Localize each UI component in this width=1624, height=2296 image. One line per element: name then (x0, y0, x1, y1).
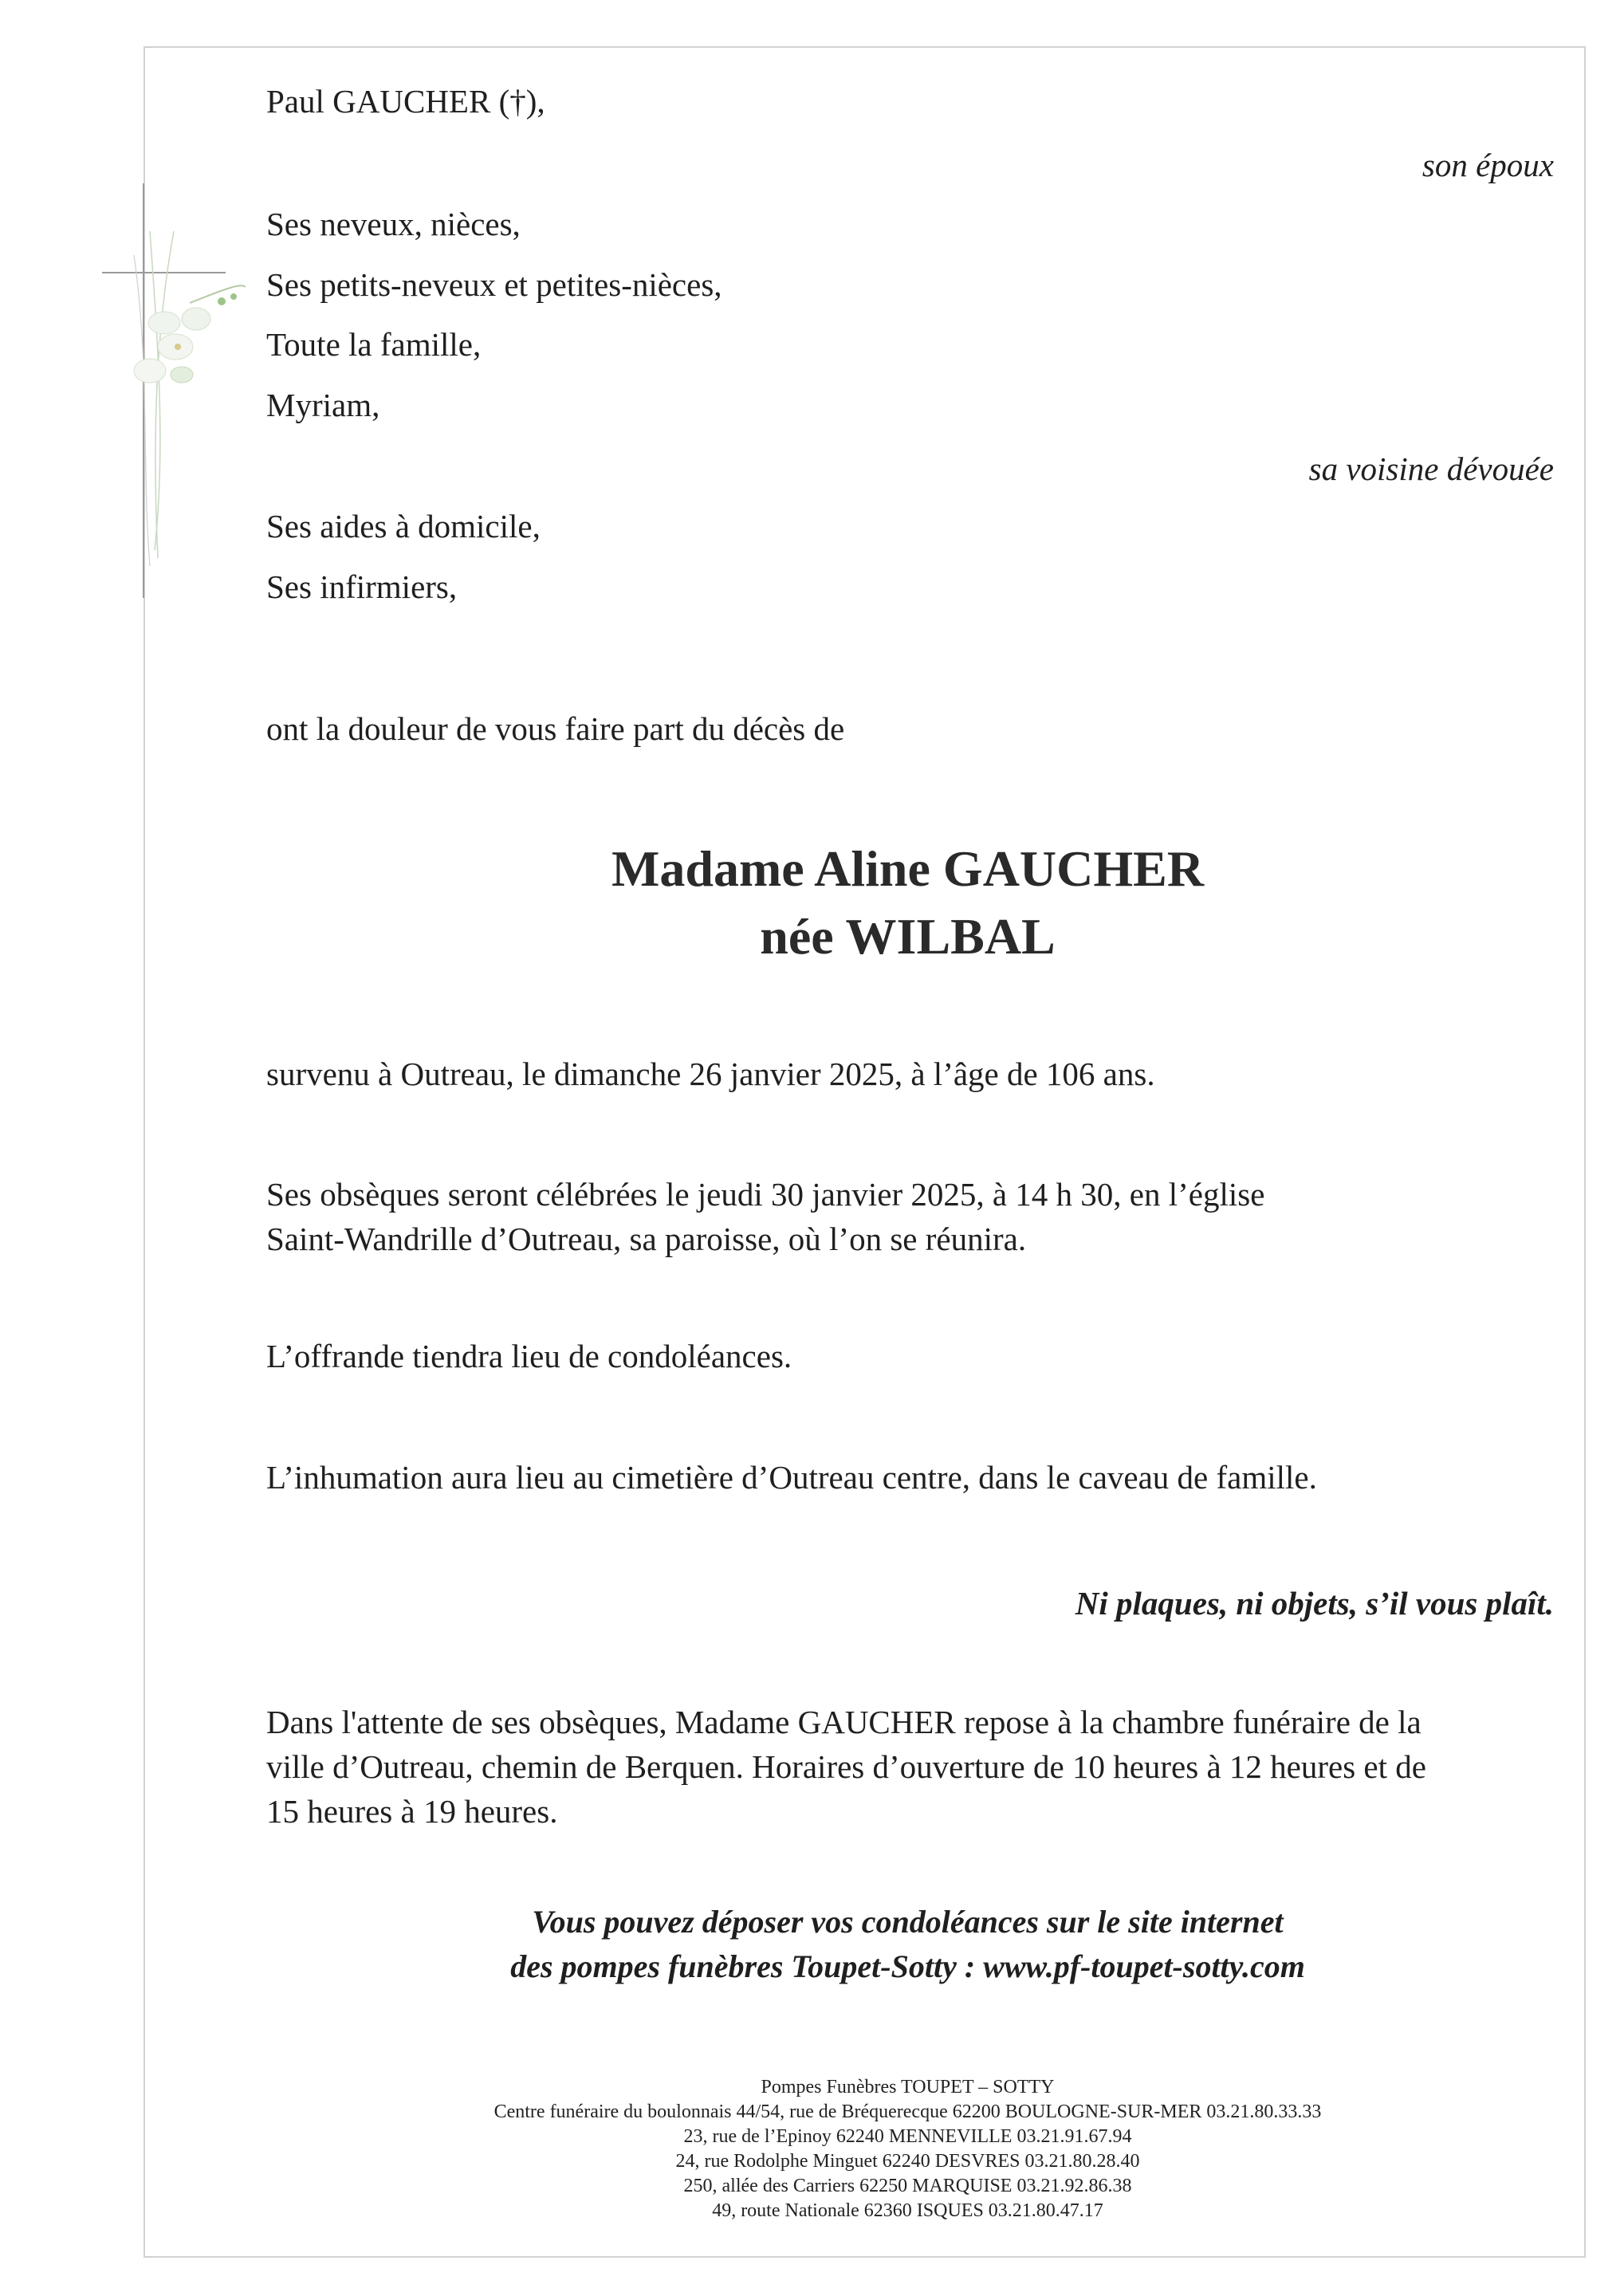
husband-line: Paul GAUCHER (†), (266, 83, 545, 120)
funeral-home-footer (0, 2075, 1624, 2223)
condolences-line-2: des pompes funèbres Toupet-Sotty : www.pf-toupet-sotty.com (510, 1948, 1305, 1984)
footer-company: Pompes Funèbres TOUPET – SOTTY (761, 2077, 1055, 2097)
myriam-line: Myriam, (266, 387, 380, 423)
deceased-name: Madame Aline GAUCHER (611, 840, 1205, 897)
myriam-role: sa voisine dévouée (1308, 450, 1554, 487)
cross-orchid-icon (102, 183, 246, 598)
repose-line-3: 15 heures à 19 heures. (266, 1793, 558, 1830)
nephews-line: Ses neveux, nièces, (266, 206, 521, 242)
footer-address-desvres: 24, rue Rodolphe Minguet 62240 DESVRES 03.21.80.28.40 (675, 2151, 1140, 2172)
footer-address-menneville: 23, rue de l’Epinoy 62240 MENNEVILLE 03.21.91.67.94 (683, 2126, 1132, 2147)
death-info: survenu à Outreau, le dimanche 26 janvier 2025, à l’âge de 106 ans. (266, 1056, 1155, 1092)
aides-line: Ses aides à domicile, (266, 508, 541, 545)
repose-paragraph (266, 1700, 1550, 1834)
grand-nephews-line: Ses petits-neveux et petites-nièces, (266, 266, 722, 303)
funeral-paragraph (266, 1172, 1550, 1261)
footer-address-isques: 49, route Nationale 62360 ISQUES 03.21.80.47.17 (712, 2200, 1103, 2221)
announcement-line: ont la douleur de vous faire part du décès de (266, 710, 845, 747)
all-family-line: Toute la famille, (266, 326, 482, 363)
funeral-line-1: Ses obsèques seront célébrées le jeudi 30 janvier 2025, à 14 h 30, en l’église (266, 1176, 1265, 1213)
footer-address-marquise: 250, allée des Carriers 62250 MARQUISE 03.21.92.86.38 (683, 2176, 1132, 2196)
deceased-maiden-name: née WILBAL (760, 908, 1056, 965)
condolences-line-1: Vous pouvez déposer vos condoléances sur le site internet (532, 1904, 1284, 1940)
repose-line-1: Dans l'attente de ses obsèques, Madame GAUCHER repose à la chambre funéraire de la (266, 1704, 1421, 1740)
funeral-line-2: Saint-Wandrille d’Outreau, sa paroisse, où l’on se réunira. (266, 1221, 1027, 1257)
no-plaques-line: Ni plaques, ni objets, s’il vous plaît. (1075, 1585, 1554, 1622)
husband-role: son époux (1421, 147, 1554, 183)
footer-address-boulogne: Centre funéraire du boulonnais 44/54, rue de Bréquerecque 62200 BOULOGNE-SUR-MER 03.21.80.33.33 (493, 2101, 1322, 2122)
condolences-block (0, 1900, 1624, 1989)
burial-line: L’inhumation aura lieu au cimetière d’Outreau centre, dans le caveau de famille. (266, 1459, 1317, 1496)
repose-line-2: ville d’Outreau, chemin de Berquen. Horaires d’ouverture de 10 heures à 12 heures et de (266, 1748, 1426, 1785)
nurses-line: Ses infirmiers, (266, 568, 458, 605)
offering-line: L’offrande tiendra lieu de condoléances. (266, 1338, 792, 1374)
